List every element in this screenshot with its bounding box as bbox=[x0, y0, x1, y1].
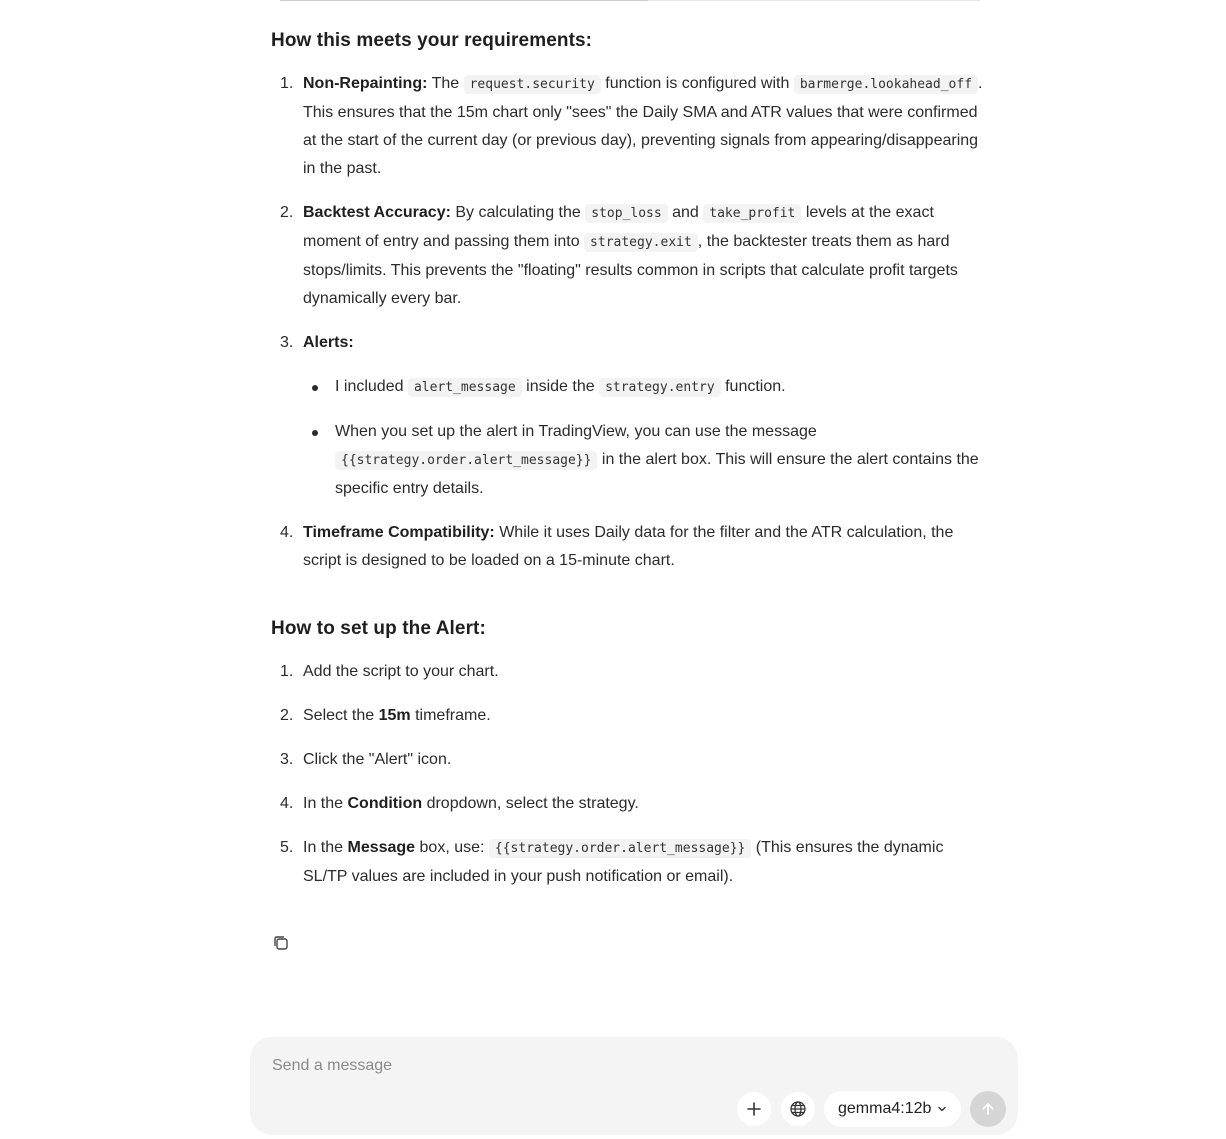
list-item: 2. Select the 15m timeframe. bbox=[280, 707, 491, 724]
inline-code: strategy.exit bbox=[584, 233, 698, 252]
copy-icon[interactable] bbox=[271, 933, 291, 953]
list-item: 4. Timeframe Compatibility: While it uses Daily data for the filter and the ATR calculation, the script is designed to be loaded on a 15-minute chart. bbox=[280, 524, 954, 569]
inline-code: strategy.entry bbox=[599, 378, 721, 397]
bullet-item: I included alert_message inside the strategy.entry function. bbox=[303, 373, 991, 402]
inline-code: take_profit bbox=[703, 204, 801, 223]
setup-steps-list bbox=[271, 658, 991, 891]
list-item: 5. In the Message box, use: {{strategy.order.alert_message}} (This ensures the dynamic SL/TP values are included in your push notification or email). bbox=[280, 839, 944, 885]
inline-code: {{strategy.order.alert_message}} bbox=[335, 451, 597, 470]
list-item: 2. Backtest Accuracy: By calculating the stop_loss and take_profit levels at the exact moment of entry and passing them into strategy.exit , the backtester treats them as hard stops/limits. This prevents the "floating" results common in scripts that calculate profit targets dynamically every bar. bbox=[280, 204, 958, 307]
model-selector[interactable] bbox=[824, 1091, 961, 1127]
top-divider bbox=[280, 0, 980, 1]
model-name: gemma4:12b bbox=[838, 1100, 932, 1117]
plus-icon bbox=[746, 1101, 762, 1117]
inline-code: stop_loss bbox=[585, 204, 667, 223]
requirements-list bbox=[271, 70, 991, 575]
add-attachment-button[interactable] bbox=[737, 1092, 771, 1126]
bullet-item: When you set up the alert in TradingView, you can use the message {{strategy.order.alert_message}} in the alert box. This will ensure the alert contains the specific entry details. bbox=[303, 418, 991, 503]
message-composer bbox=[250, 1037, 1018, 1135]
list-item: 4. In the Condition dropdown, select the strategy. bbox=[280, 795, 639, 812]
section-heading-requirements: How this meets your requirements: bbox=[271, 30, 593, 51]
chevron-down-icon bbox=[937, 1104, 947, 1114]
arrow-up-icon bbox=[980, 1101, 996, 1117]
inline-code: alert_message bbox=[408, 378, 522, 397]
inline-code: request.security bbox=[464, 75, 601, 94]
list-item: 3. Alerts: I included alert_message inside the strategy.entry function. When you set up the alert in TradingView, you can use the message {{strategy.order.alert_message}} in the alert box. This will ensure the alert contains the specific entry details. bbox=[271, 329, 991, 503]
message-input[interactable] bbox=[270, 1053, 874, 1079]
inline-code: barmerge.lookahead_off bbox=[794, 75, 978, 94]
section-heading-setup-alert: How to set up the Alert: bbox=[271, 618, 486, 639]
web-search-button[interactable] bbox=[781, 1092, 815, 1126]
send-button[interactable] bbox=[970, 1091, 1006, 1127]
list-item: 1. Non-Repainting: The request.security function is configured with barmerge.lookahead_off . This ensures that the 15m chart only "sees" the Daily SMA and ATR values that were confirmed at the start of the current day (or previous day), preventing signals from appearing/disappearing in the past. bbox=[280, 75, 983, 177]
list-item: 1. Add the script to your chart. bbox=[280, 663, 499, 680]
alerts-sublist bbox=[303, 373, 991, 503]
inline-code: {{strategy.order.alert_message}} bbox=[489, 839, 751, 858]
globe-icon bbox=[789, 1100, 807, 1118]
list-item: 3. Click the "Alert" icon. bbox=[280, 751, 452, 768]
